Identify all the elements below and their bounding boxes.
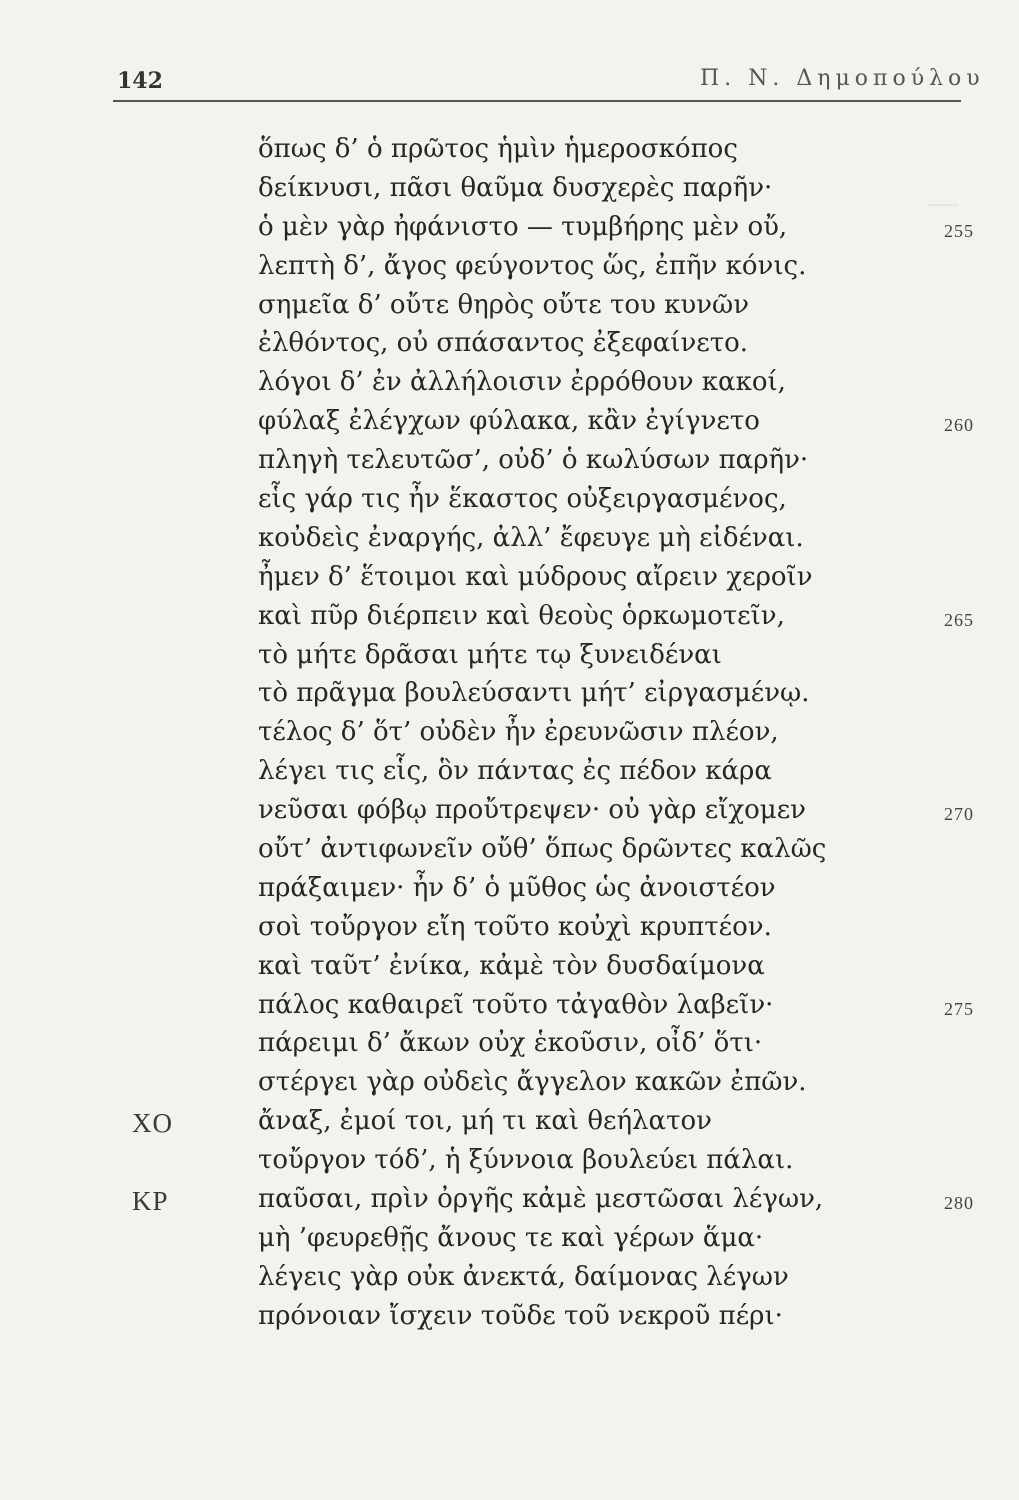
verse-line bbox=[0, 130, 1019, 169]
verse-text: νεῦσαι φόβῳ προὔτρεψεν· οὐ γὰρ εἴχομεν bbox=[258, 795, 806, 826]
verse-text: ὅπως δ’ ὁ πρῶτος ἡμὶν ἡμεροσκόπος bbox=[258, 134, 738, 164]
verse-line bbox=[0, 402, 1019, 441]
verse-line bbox=[0, 247, 1019, 286]
verse-text: ὁ μὲν γὰρ ἠφάνιστο — τυμβήρης μὲν οὔ, bbox=[258, 211, 788, 242]
verse-text: δείκνυσι, πᾶσι θαῦμα δυσχερὲς παρῆν· bbox=[258, 172, 773, 203]
verse-line bbox=[0, 558, 1019, 597]
verse-text: εἷς γάρ τις ἦν ἕκαστος οὐξειργασμένος, bbox=[258, 484, 787, 515]
verse-text: καὶ ταῦτ’ ἐνίκα, κἀμὲ τὸν δυσδαίμονα bbox=[258, 950, 765, 981]
verse-text: τέλος δ’ ὅτ’ οὐδὲν ἦν ἐρευνῶσιν πλέον, bbox=[258, 717, 779, 748]
verse-line bbox=[0, 1141, 1019, 1180]
verse-text: ἐλθόντος, οὐ σπάσαντος ἐξεφαίνετο. bbox=[258, 328, 749, 359]
verse-text: πάρειμι δ’ ἄκων οὐχ ἑκοῦσιν, οἶδ’ ὅτι· bbox=[258, 1028, 763, 1059]
line-number: 255 bbox=[944, 220, 974, 241]
verse-line bbox=[0, 363, 1019, 402]
verse-line bbox=[0, 169, 1019, 208]
verse-text: στέργει γὰρ οὐδεὶς ἄγγελον κακῶν ἐπῶν. bbox=[258, 1067, 807, 1098]
line-number: 275 bbox=[944, 998, 974, 1019]
verse-text: πράξαιμεν· ἦν δ’ ὁ μῦθος ὡς ἀνοιστέον bbox=[258, 872, 776, 903]
verse-line bbox=[0, 1063, 1019, 1102]
verse-text: τὸ μήτε δρᾶσαι μήτε τῳ ξυνειδέναι bbox=[258, 639, 722, 670]
verse-line bbox=[0, 986, 1019, 1025]
verse-line bbox=[0, 830, 1019, 869]
verse-line bbox=[0, 286, 1019, 325]
running-head: Π. Ν. Δημοπούλου bbox=[700, 66, 985, 91]
line-number: 260 bbox=[944, 415, 974, 436]
verse-text: λέγεις γὰρ οὐκ ἀνεκτά, δαίμονας λέγων bbox=[258, 1261, 789, 1292]
verse-text: παῦσαι, πρὶν ὀργῆς κἀμὲ μεστῶσαι λέγων, bbox=[258, 1184, 824, 1215]
line-number: 265 bbox=[944, 609, 974, 630]
verse-line bbox=[0, 1102, 1019, 1141]
verse-line bbox=[0, 674, 1019, 713]
verse-text: φύλαξ ἐλέγχων φύλακα, κἂν ἐγίγνετο bbox=[258, 406, 760, 437]
verse-line bbox=[0, 1180, 1019, 1219]
verse-text: πληγὴ τελευτῶσ’, οὐδ’ ὁ κωλύσων παρῆν· bbox=[258, 445, 809, 476]
line-number: 280 bbox=[944, 1193, 974, 1214]
verse-line bbox=[0, 752, 1019, 791]
verse-line bbox=[0, 636, 1019, 675]
verse-line bbox=[0, 519, 1019, 558]
verse-line bbox=[0, 1258, 1019, 1297]
verse-text: καὶ πῦρ διέρπειν καὶ θεοὺς ὁρκωμοτεῖν, bbox=[258, 600, 785, 631]
verse-text: μὴ ’φευρεθῇς ἄνους τε καὶ γέρων ἅμα· bbox=[258, 1222, 764, 1253]
speaker-label: ΚΡ bbox=[132, 1186, 169, 1217]
verse-text: σοὶ τοὔργον εἴη τοῦτο κοὐχὶ κρυπτέον. bbox=[258, 911, 772, 942]
verse-line bbox=[0, 791, 1019, 830]
speaker-label: ΧΟ bbox=[132, 1108, 173, 1139]
verse-text: σημεῖα δ’ οὔτε θηρὸς οὔτε του κυνῶν bbox=[258, 289, 750, 320]
verse-text: οὔτ’ ἀντιφωνεῖν οὔθ’ ὅπως δρῶντες καλῶς bbox=[258, 834, 827, 865]
verse-text: τοὔργον τόδ’, ἡ ξύννοια βουλεύει πάλαι. bbox=[258, 1145, 794, 1176]
line-number: 270 bbox=[944, 804, 974, 825]
verse-block bbox=[0, 130, 1019, 1336]
verse-line bbox=[0, 869, 1019, 908]
verse-line bbox=[0, 208, 1019, 247]
verse-line bbox=[0, 713, 1019, 752]
verse-text: κοὐδεὶς ἐναργής, ἀλλ’ ἔφευγε μὴ εἰδέναι. bbox=[258, 522, 804, 553]
verse-line bbox=[0, 1297, 1019, 1336]
verse-line bbox=[0, 908, 1019, 947]
verse-line bbox=[0, 480, 1019, 519]
verse-text: τὸ πρᾶγμα βουλεύσαντι μήτ’ εἰργασμένῳ. bbox=[258, 678, 810, 709]
header-rule bbox=[113, 100, 961, 102]
verse-text: λέγει τις εἷς, ὃν πάντας ἐς πέδον κάρα bbox=[258, 756, 772, 787]
verse-text: ἦμεν δ’ ἕτοιμοι καὶ μύδρους αἴρειν χεροῖν bbox=[258, 561, 813, 592]
verse-line bbox=[0, 947, 1019, 986]
verse-text: ἄναξ, ἐμοί τοι, μή τι καὶ θεήλατον bbox=[258, 1106, 712, 1137]
verse-text: λόγοι δ’ ἐν ἀλλήλοισιν ἐρρόθουν κακοί, bbox=[258, 367, 786, 398]
verse-text: πρόνοιαν ἴσχειν τοῦδε τοῦ νεκροῦ πέρι· bbox=[258, 1300, 783, 1331]
verse-line bbox=[0, 1219, 1019, 1258]
page-number: 142 bbox=[117, 68, 163, 94]
verse-line bbox=[0, 597, 1019, 636]
verse-line bbox=[0, 441, 1019, 480]
verse-text: λεπτὴ δ’, ἄγος φεύγοντος ὥς, ἐπῆν κόνις. bbox=[258, 250, 807, 281]
verse-line bbox=[0, 1024, 1019, 1063]
verse-line bbox=[0, 324, 1019, 363]
verse-text: πάλος καθαιρεῖ τοῦτο τἀγαθὸν λαβεῖν· bbox=[258, 989, 774, 1020]
